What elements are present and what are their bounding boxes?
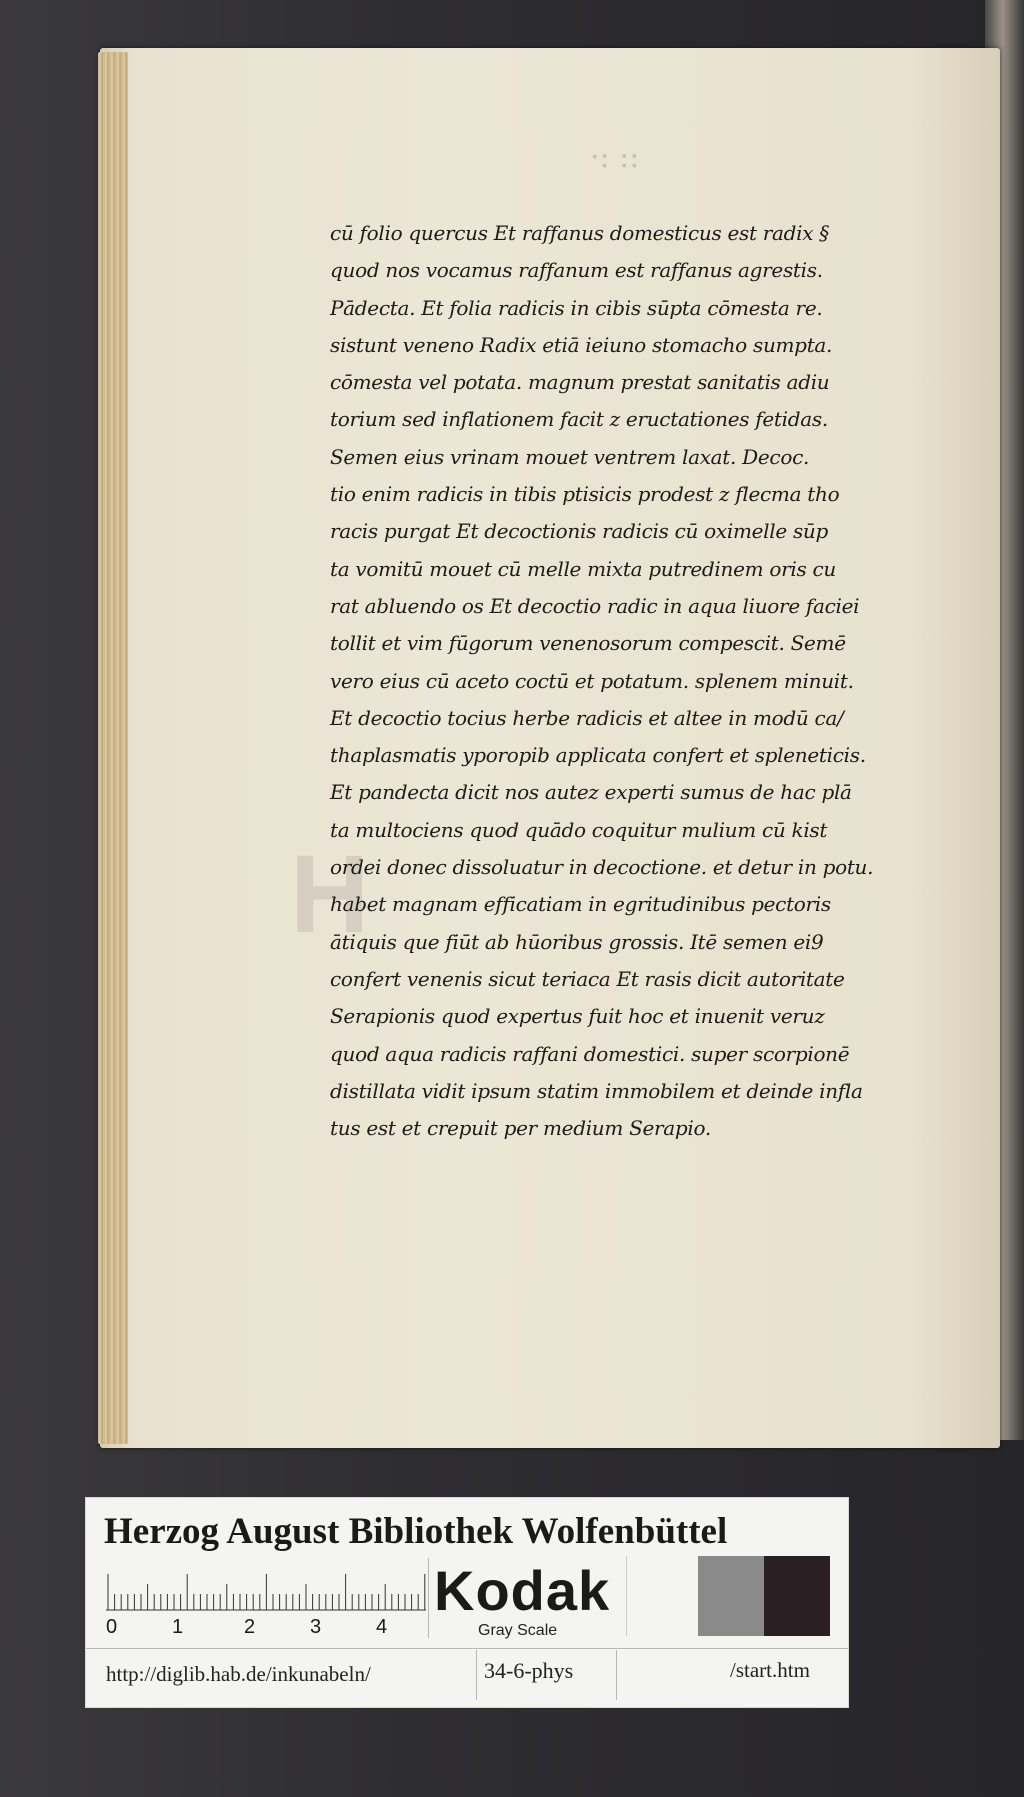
text-line: torium sed inflationem facit z eructationes fetidas. <box>330 407 828 432</box>
text-line: ta multociens quod quādo coquitur mulium cū kist <box>330 817 828 842</box>
divider <box>476 1650 477 1700</box>
text-line: vero eius cū aceto coctū et potatum. splenem minuit. <box>330 668 854 693</box>
measurement-ruler <box>106 1570 426 1618</box>
text-line: habet magnam efficatiam in egritudinibus pectoris <box>330 892 831 917</box>
text-line: cū folio quercus Et raffanus domesticus est radix § <box>330 221 830 245</box>
ruler-number: 4 <box>376 1616 388 1638</box>
ruler-number: 1 <box>172 1616 184 1638</box>
text-line: rat abluendo os Et decoctio radic in aqua liuore faciei <box>330 593 860 618</box>
text-line: quod nos vocamus raffanum est raffanus agrestis. <box>330 258 823 283</box>
shelfmark-code: 34-6-phys <box>484 1658 574 1683</box>
text-line: Et pandecta dicit nos autez experti sumus de hac plā <box>330 780 852 805</box>
text-line: quod aqua radicis raffani domestici. super scorpionē <box>330 1041 850 1066</box>
gray-scale-label: Gray Scale <box>478 1622 558 1639</box>
black-swatch <box>764 1556 830 1636</box>
divider <box>428 1558 429 1638</box>
kodak-logo: Kodak <box>434 1559 611 1622</box>
text-line: Et decoctio tocius herbe radicis et altee in modū ca/ <box>330 705 844 730</box>
text-line: distillata vidit ipsum statim immobilem et deinde infla <box>330 1078 863 1103</box>
text-line: racis purgat Et decoctionis radicis cū oximelle sūp <box>330 519 829 544</box>
ruler-number: 3 <box>310 1616 322 1638</box>
page-fore-edge <box>98 52 128 1444</box>
ruler-number: 0 <box>106 1616 118 1638</box>
text-line: tus est et crepuit per medium Serapio. <box>330 1116 711 1141</box>
text-line: thaplasmatis yporopib applicata confert et spleneticis. <box>330 743 866 768</box>
divider <box>616 1650 617 1700</box>
gray-swatch <box>698 1556 764 1636</box>
card-row-divider <box>86 1648 848 1649</box>
text-line: cōmesta vel potata. magnum prestat sanitatis adiu <box>330 370 830 395</box>
ruler-scale-numbers <box>106 1616 426 1644</box>
text-line: tio enim radicis in tibis ptisicis prodest z flecma tho <box>330 482 840 507</box>
text-line: Pādecta. Et folia radicis in cibis sūpta cōmesta re. <box>330 295 823 320</box>
text-line: ātiquis que fiūt ab hūoribus grossis. Itē semen ei9 <box>330 929 824 954</box>
text-line: ta vomitū mouet cū melle mixta putredinem oris cu <box>330 556 836 581</box>
url-suffix: /start.htm <box>730 1658 810 1682</box>
text-line: confert venenis sicut teriaca Et rasis dicit autoritate <box>330 966 845 991</box>
institution-title: Herzog August Bibliothek Wolfenbüttel <box>104 1511 728 1552</box>
text-line: ordei donec dissoluatur in decoctione. et detur in potu. <box>330 855 874 880</box>
ruler-number: 2 <box>244 1616 256 1638</box>
text-line: Semen eius vrinam mouet ventrem laxat. Decoc. <box>330 444 810 469</box>
incunabula-text-block <box>330 215 930 1147</box>
url-prefix: http://diglib.hab.de/inkunabeln/ <box>106 1662 371 1686</box>
text-line: tollit et vim fūgorum venenosorum compescit. Semē <box>330 631 846 656</box>
faint-bleed-through-mark: ·: :: <box>590 140 640 175</box>
digitization-target-card <box>85 1497 849 1708</box>
faint-watermark: H <box>290 833 370 956</box>
white-swatch <box>626 1556 699 1636</box>
text-line: sistunt veneno Radix etiā ieiuno stomacho sumpta. <box>330 332 833 357</box>
text-line: Serapionis quod expertus fuit hoc et inuenit veruz <box>330 1004 825 1029</box>
